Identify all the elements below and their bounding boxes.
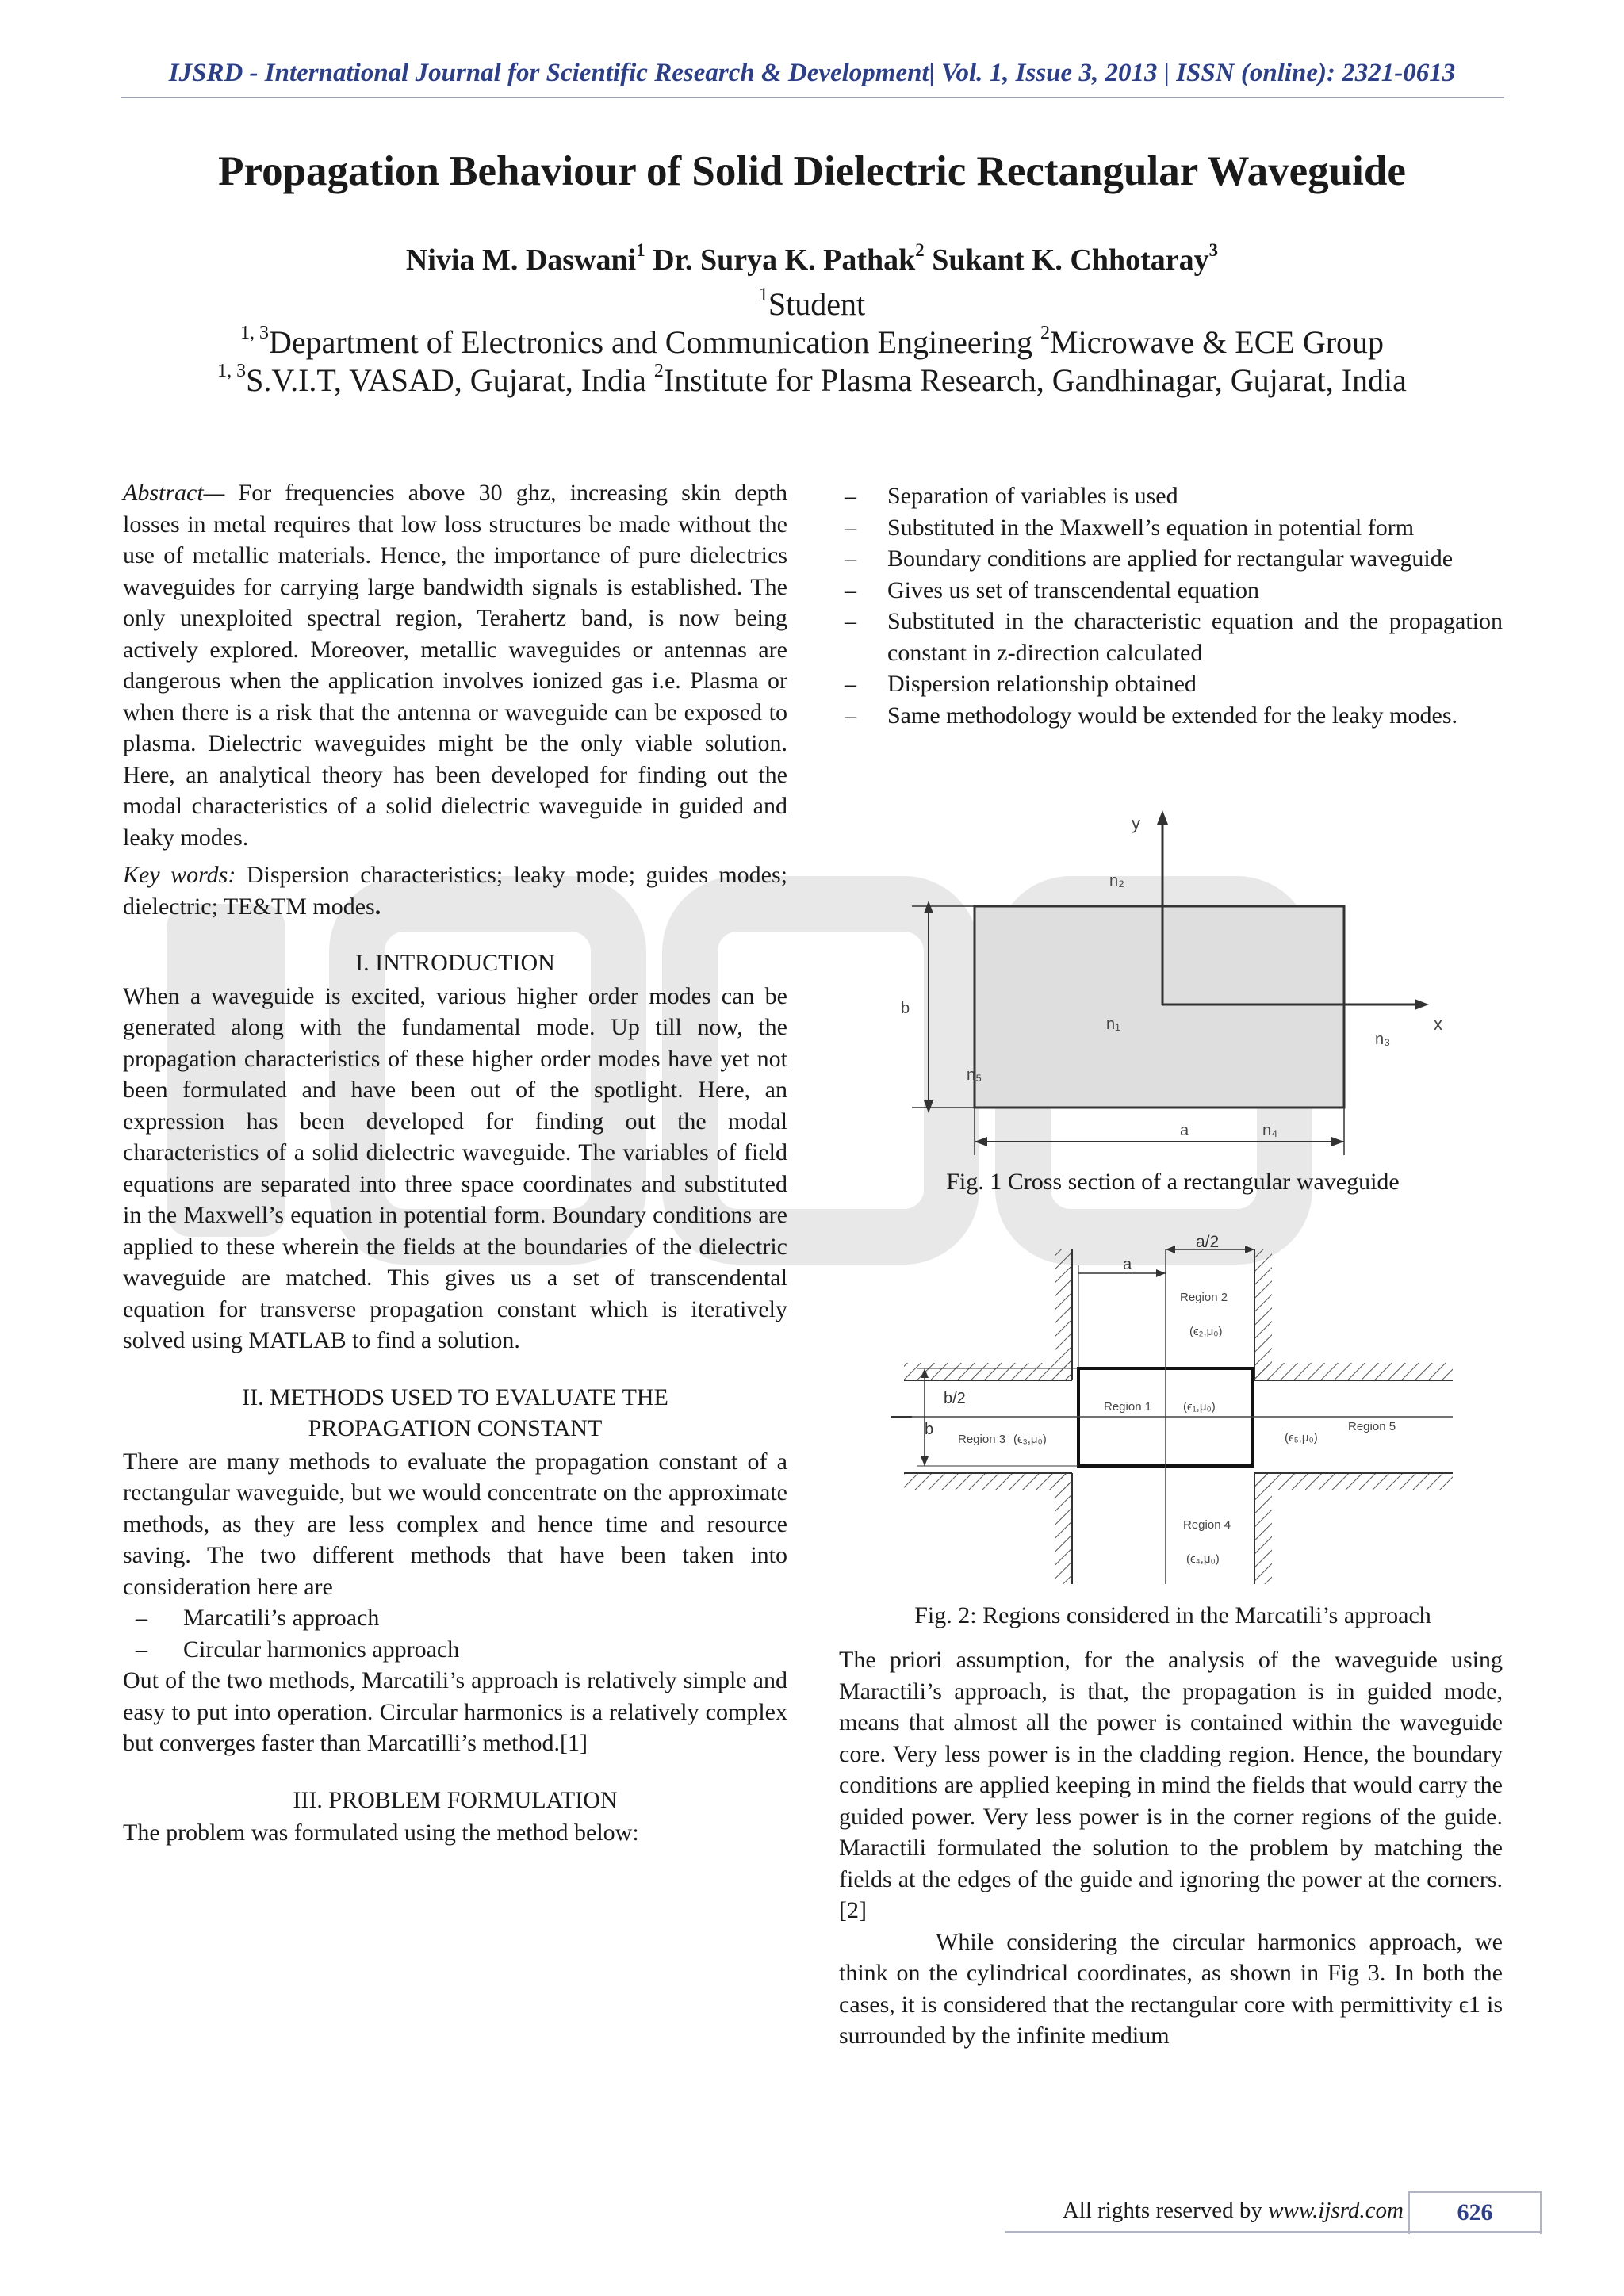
affil-text: Institute for Plasma Research, Gandhinagar, Gujarat, India: [663, 362, 1407, 398]
footer-rule: [1005, 2231, 1540, 2233]
author-name: Sukant K. Chhotaray: [932, 243, 1209, 277]
region-5-label: Region 5: [1348, 1420, 1396, 1433]
affil-text: Student: [768, 286, 866, 322]
b-label: b: [901, 1000, 910, 1017]
figure-2-diagram: [888, 1234, 1459, 1590]
figure-2-caption: Fig. 2: Regions considered in the Marcatili’s approach: [914, 1602, 1431, 1628]
affil-text: Department of Electronics and Communication Engineering: [268, 324, 1041, 360]
a-label: a: [1180, 1122, 1189, 1139]
affil-sup: 1, 3: [217, 361, 247, 381]
author-name: Nivia M. Daswani: [405, 243, 637, 277]
circular-harmonics-paragraph: While considering the circular harmonics approach, we think on the cylindrical coordinates, as shown in Fig 3. In both the cases, it is considered that the rectangular core with permittivity ϵ1 is surrounded by the infinite medium: [839, 1928, 1503, 2049]
right-text-block: [839, 1644, 1503, 2052]
affil-text: Microwave & ECE Group: [1050, 324, 1385, 360]
paper-title: Propagation Behaviour of Solid Dielectric Rectangular Waveguide: [218, 148, 1406, 194]
intro-heading: I. INTRODUCTION: [355, 950, 555, 976]
methods-list: [123, 1602, 787, 1665]
page-number: 626: [1457, 2199, 1493, 2225]
n5-label: n₅: [967, 1066, 982, 1084]
keywords-label: Key words:: [123, 862, 236, 888]
b-arrow-bottom: [924, 1100, 933, 1113]
a-arrow-right: [1331, 1137, 1344, 1146]
x-label: x: [1434, 1014, 1442, 1034]
author-sup: 1: [636, 239, 645, 260]
list-item: – Dispersion relationship obtained: [843, 668, 1503, 700]
abstract-text: For frequencies above 30 ghz, increasing skin depth losses in metal requires that low loss structures be made without the use of metallic materials. Hence, the importance of pure dielectrics waveguides for carrying large bandwidth signals is established. The only unexploited spectral region, Terahertz band, is now being actively explored. Moreover, metallic waveguides or antennas are dangerous when the application involves ionized gas i.e. Plasma or when there is a risk that the antenna or waveguide can be exposed to plasma. Dielectric waveguides might be the only viable solution. Here, an analytical theory has been developed for finding out the modal characteristics of a solid dielectric waveguide in guided and leaky modes.: [123, 480, 787, 851]
arrow: [921, 1456, 929, 1466]
intro-text: When a waveguide is excited, various higher order modes can be generated along with the fundamental mode. Up till now, the propagation characteristics of these higher order modes have yet not been formulated and have been out of the spotlight. Here, an expression has been developed for finding out the modal characteristics of a solid dielectric waveguide. The variables of field equations are separated into three space coordinates and substituted in the Maxwell’s equation in potential form. Boundary conditions are applied to these wherein the fields at the boundaries of the dielectric waveguide are matched. This gives us a set of transcendental equation for transverse propagation constant which is iteratively solved using MATLAB to find a solution.: [123, 982, 787, 1353]
half-a-label: a/2: [1196, 1234, 1220, 1251]
affiliation-department: [0, 323, 1624, 361]
methods-text: There are many methods to evaluate the propagation constant of a rectangular waveguide, but we would concentrate on the approximate methods, as they are less complex and hence time and resource saving. The two different methods that have been taken into consideration here are: [123, 1448, 787, 1600]
region-3-params: (ϵ₃,μ₀): [1013, 1433, 1047, 1446]
problem-text: The problem was formulated using the method below:: [123, 1820, 639, 1846]
hatch-bottom-right-h: [1254, 1473, 1453, 1490]
list-item: – Separation of variables is used: [843, 480, 1503, 512]
running-header: IJSRD - International Journal for Scientific Research & Development| Vol. 1, Issue 3, 2013 | ISSN (online): 2321-0613: [168, 59, 1456, 87]
methods-heading-line1: II. METHODS USED TO EVALUATE THE: [242, 1383, 668, 1410]
x-axis-arrow: [1415, 999, 1429, 1010]
a-arrow-left: [975, 1137, 987, 1146]
region-5-params: (ϵ₅,μ₀): [1285, 1431, 1318, 1445]
n1-label: n₁: [1106, 1016, 1120, 1033]
abstract-label: Abstract—: [123, 480, 225, 506]
abstract-paragraph: [123, 477, 787, 853]
author-line: [0, 239, 1624, 277]
list-item: – Circular harmonics approach: [123, 1634, 787, 1666]
waveguide-core: [975, 906, 1344, 1108]
n4-label: n₄: [1262, 1122, 1278, 1139]
footer-rights: [1063, 2198, 1404, 2224]
region-3-label: Region 3: [958, 1433, 1006, 1446]
header-rule: [121, 97, 1504, 98]
affil-sup: 1, 3: [239, 323, 269, 343]
a-label: a: [1123, 1256, 1132, 1273]
hatch-top-right-v: [1254, 1249, 1272, 1380]
footer-site-link[interactable]: www.ijsrd.com: [1268, 2198, 1404, 2223]
keywords-text: Dispersion characteristics; leaky mode; guides modes; dielectric; TE&TM modes: [123, 862, 787, 920]
y-label: y: [1132, 813, 1140, 833]
list-item: – Substituted in the Maxwell’s equation in potential form: [843, 512, 1503, 544]
affil-sup: 2: [653, 361, 664, 381]
method-steps-list: [843, 480, 1503, 731]
b-arrow-top: [924, 901, 933, 913]
hatch-top-right-h: [1254, 1363, 1453, 1380]
affil-sup: 2: [1040, 323, 1051, 343]
methods-text-2: Out of the two methods, Marcatili’s approach is relatively simple and easy to put into operation. Circular harmonics is a relatively complex but converges faster than Marcatilli’s method.[1]: [123, 1667, 787, 1756]
region-4-label: Region 4: [1183, 1518, 1231, 1532]
region-2-params: (ϵ₂,μ₀): [1189, 1325, 1223, 1338]
figure-1-caption: Fig. 1 Cross section of a rectangular waveguide: [946, 1169, 1400, 1195]
affil-sup: 1: [758, 285, 768, 305]
list-item: – Marcatili’s approach: [123, 1602, 787, 1634]
hatch-bottom-left-v: [1055, 1473, 1072, 1584]
hatch-top-left-h: [904, 1363, 1072, 1380]
affil-text: S.V.I.T, VASAD, Gujarat, India: [246, 362, 654, 398]
hatch-top-left-v: [1055, 1249, 1072, 1380]
arrow: [1245, 1246, 1254, 1253]
keywords-paragraph: [123, 859, 787, 922]
region-4-params: (ϵ₄,μ₀): [1186, 1552, 1220, 1566]
list-item: – Same methodology would be extended for the leaky modes.: [843, 700, 1503, 732]
y-axis-arrow: [1157, 810, 1168, 825]
list-item: – Boundary conditions are applied for rectangular waveguide: [843, 543, 1503, 575]
footer-rights-text: All rights reserved by: [1062, 2198, 1269, 2223]
problem-heading: III. PROBLEM FORMULATION: [293, 1786, 618, 1813]
methods-heading-line2: PROPAGATION CONSTANT: [308, 1415, 603, 1441]
left-column: [123, 477, 787, 1849]
region-1-label: Region 1: [1104, 1400, 1152, 1414]
author-name: Dr. Surya K. Pathak: [653, 243, 916, 277]
n3-label: n₃: [1375, 1031, 1391, 1048]
author-sup: 3: [1208, 239, 1219, 260]
b-label: b: [925, 1421, 934, 1438]
author-sup: 2: [915, 239, 925, 260]
keywords-end: .: [374, 893, 381, 920]
arrow: [1156, 1269, 1166, 1277]
right-list-block: [843, 480, 1503, 731]
arrow: [1166, 1246, 1175, 1253]
hatch-bottom-left-h: [904, 1473, 1072, 1490]
marcatili-paragraph: The priori assumption, for the analysis of the waveguide using Maractili’s approach, is that, the propagation is in guided mode, means that almost all the power is contained within the waveguide core. Very less power is in the cladding region. Hence, the boundary conditions are applied keeping in mind the fields that would carry the guided power. Very less power is in the corner regions of the guide. Maractili formulated the solution to the problem by matching the fields at the edges of the guide and ignoring the power at the corners.[2]: [839, 1647, 1503, 1923]
n2-label: n₂: [1109, 872, 1124, 890]
figure-1-diagram: [880, 802, 1451, 1159]
half-b-label: b/2: [944, 1390, 966, 1407]
list-item: – Gives us set of transcendental equation: [843, 575, 1503, 607]
region-2-label: Region 2: [1180, 1291, 1228, 1304]
list-item: – Substituted in the characteristic equation and the propagation constant in z-direction calculated: [843, 606, 1503, 668]
affiliation-role: [0, 285, 1624, 323]
affiliation-institute: [0, 362, 1624, 399]
hatch-bottom-right-v: [1254, 1473, 1272, 1584]
region-1-params: (ϵ₁,μ₀): [1183, 1400, 1216, 1414]
